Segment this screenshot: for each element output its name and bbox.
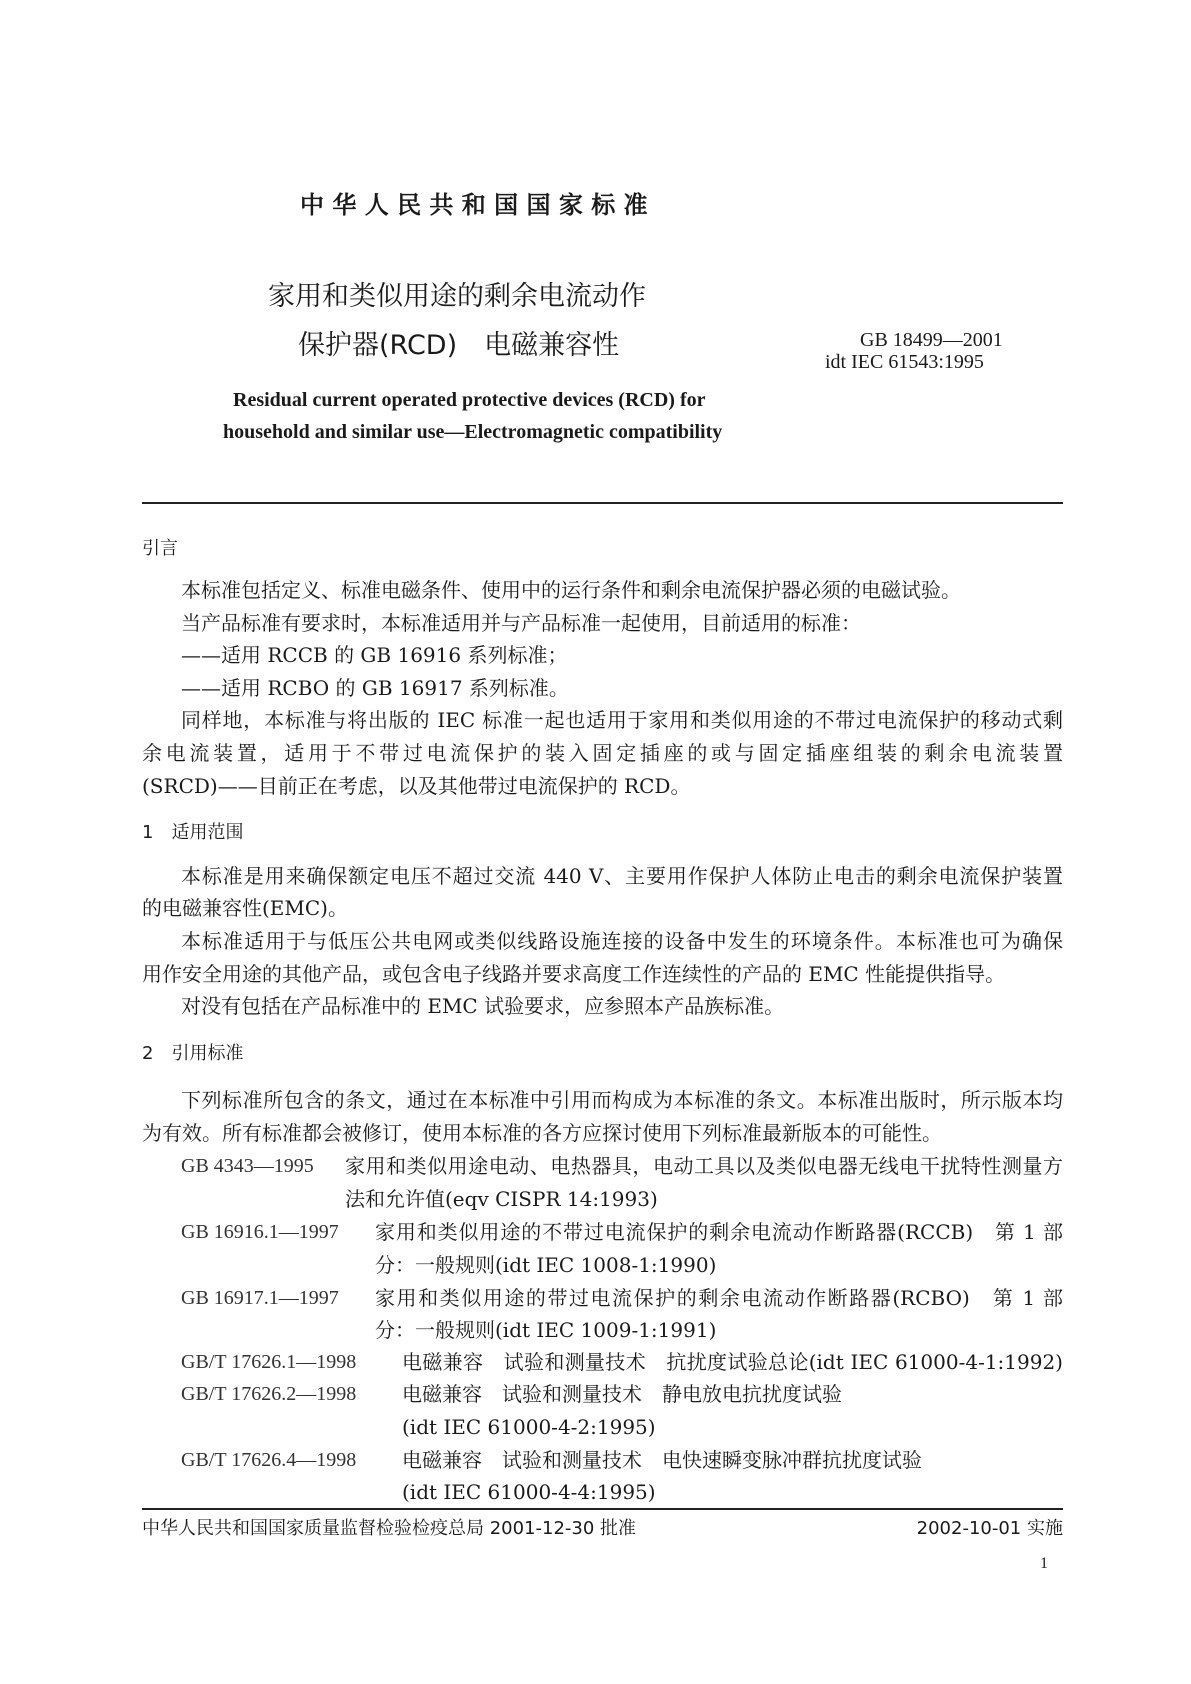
s1-line: 本标准适用于与低压公共电网或类似线路设施连接的设备中发生的环境条件。本标准也可为确保 [181, 929, 1063, 953]
s1-line: 的电磁兼容性(EMC)。 [142, 896, 348, 920]
ref-code: GB/T 17626.4—1998 [181, 1449, 357, 1471]
intro-line: 本标准包括定义、标准电磁条件、使用中的运行条件和剩余电流保护器必须的电磁试验。 [181, 578, 961, 602]
standard-number: GB 18499—2001 [860, 329, 1003, 351]
s2-line: 为有效。所有标准都会被修订，使用本标准的各方应探讨使用下列标准最新版本的可能性。 [142, 1121, 942, 1145]
ref-code: GB 16916.1—1997 [181, 1221, 339, 1243]
intro-heading: 引言 [142, 538, 178, 559]
title-en-line1: Residual current operated protective devices (RCD) for [233, 389, 706, 411]
ref-title: 电磁兼容 试验和测量技术 抗扰度试验总论(idt IEC 61000-4-1:1992) [402, 1350, 1063, 1374]
approval-line: 中华人民共和国国家质量监督检验检疫总局 2001-12-30 批准 [142, 1518, 637, 1539]
section-1-heading: 1 适用范围 [142, 822, 244, 843]
ref-code: GB 16917.1—1997 [181, 1287, 339, 1309]
intro-line: (SRCD)——目前正在考虑，以及其他带过电流保护的 RCD。 [142, 774, 691, 798]
ref-code: GB/T 17626.2—1998 [181, 1383, 357, 1405]
ref-title: (idt IEC 61000-4-2:1995) [402, 1415, 656, 1439]
ref-title: 分：一般规则(idt IEC 1008-1:1990) [375, 1253, 717, 1277]
intro-line: 余电流装置，适用于不带过电流保护的装入固定插座的或与固定插座组装的剩余电流装置 [142, 741, 1063, 765]
bottom-rule [142, 1508, 1063, 1510]
intro-line: ——适用 RCCB 的 GB 16916 系列标准； [181, 643, 568, 667]
intro-line: 同样地，本标准与将出版的 IEC 标准一起也适用于家用和类似用途的不带过电流保护的移动式剩 [181, 708, 1063, 732]
ref-title: 家用和类似用途的带过电流保护的剩余电流动作断路器(RCBO) 第 1 部 [375, 1286, 1063, 1310]
ref-title: 电磁兼容 试验和测量技术 电快速瞬变脉冲群抗扰度试验 [402, 1448, 922, 1472]
ref-title: 家用和类似用途的不带过电流保护的剩余电流动作断路器(RCCB) 第 1 部 [375, 1220, 1063, 1244]
s1-line: 本标准是用来确保额定电压不超过交流 440 V、主要用作保护人体防止电击的剩余电流保护装置 [181, 864, 1063, 888]
title-en-line2: household and similar use—Electromagnetic compatibility [223, 421, 723, 443]
ref-code: GB 4343—1995 [181, 1155, 314, 1177]
intro-line: ——适用 RCBO 的 GB 16917 系列标准。 [181, 676, 569, 700]
s1-line: 用作安全用途的其他产品，或包含电子线路并要求高度工作连续性的产品的 EMC 性能提供指导。 [142, 962, 1006, 986]
standard-idt: idt IEC 61543:1995 [825, 351, 984, 373]
title-zh-line2: 保护器(RCD) 电磁兼容性 [298, 330, 620, 361]
effective-date: 2002-10-01 实施 [916, 1518, 1063, 1539]
ref-title: 电磁兼容 试验和测量技术 静电放电抗扰度试验 [402, 1382, 842, 1406]
title-zh-line1: 家用和类似用途的剩余电流动作 [268, 281, 646, 312]
intro-line: 当产品标准有要求时，本标准适用并与产品标准一起使用，目前适用的标准： [181, 611, 861, 635]
page-number: 1 [1040, 1555, 1048, 1572]
s2-line: 下列标准所包含的条文，通过在本标准中引用而构成为本标准的条文。本标准出版时，所示版本均 [181, 1088, 1063, 1112]
section-2-heading: 2 引用标准 [142, 1043, 244, 1064]
ref-title: 家用和类似用途电动、电热器具，电动工具以及类似电器无线电干扰特性测量方 [345, 1154, 1063, 1178]
s1-line: 对没有包括在产品标准中的 EMC 试验要求，应参照本产品族标准。 [181, 994, 785, 1018]
ref-title: (idt IEC 61000-4-4:1995) [402, 1480, 656, 1504]
doc-header: 中 华 人 民 共 和 国 国 家 标 准 [300, 191, 648, 219]
ref-code: GB/T 17626.1—1998 [181, 1351, 357, 1373]
ref-title: 分：一般规则(idt IEC 1009-1:1991) [375, 1318, 717, 1342]
top-rule [142, 502, 1063, 504]
ref-title: 法和允许值(eqv CISPR 14:1993) [345, 1187, 658, 1211]
